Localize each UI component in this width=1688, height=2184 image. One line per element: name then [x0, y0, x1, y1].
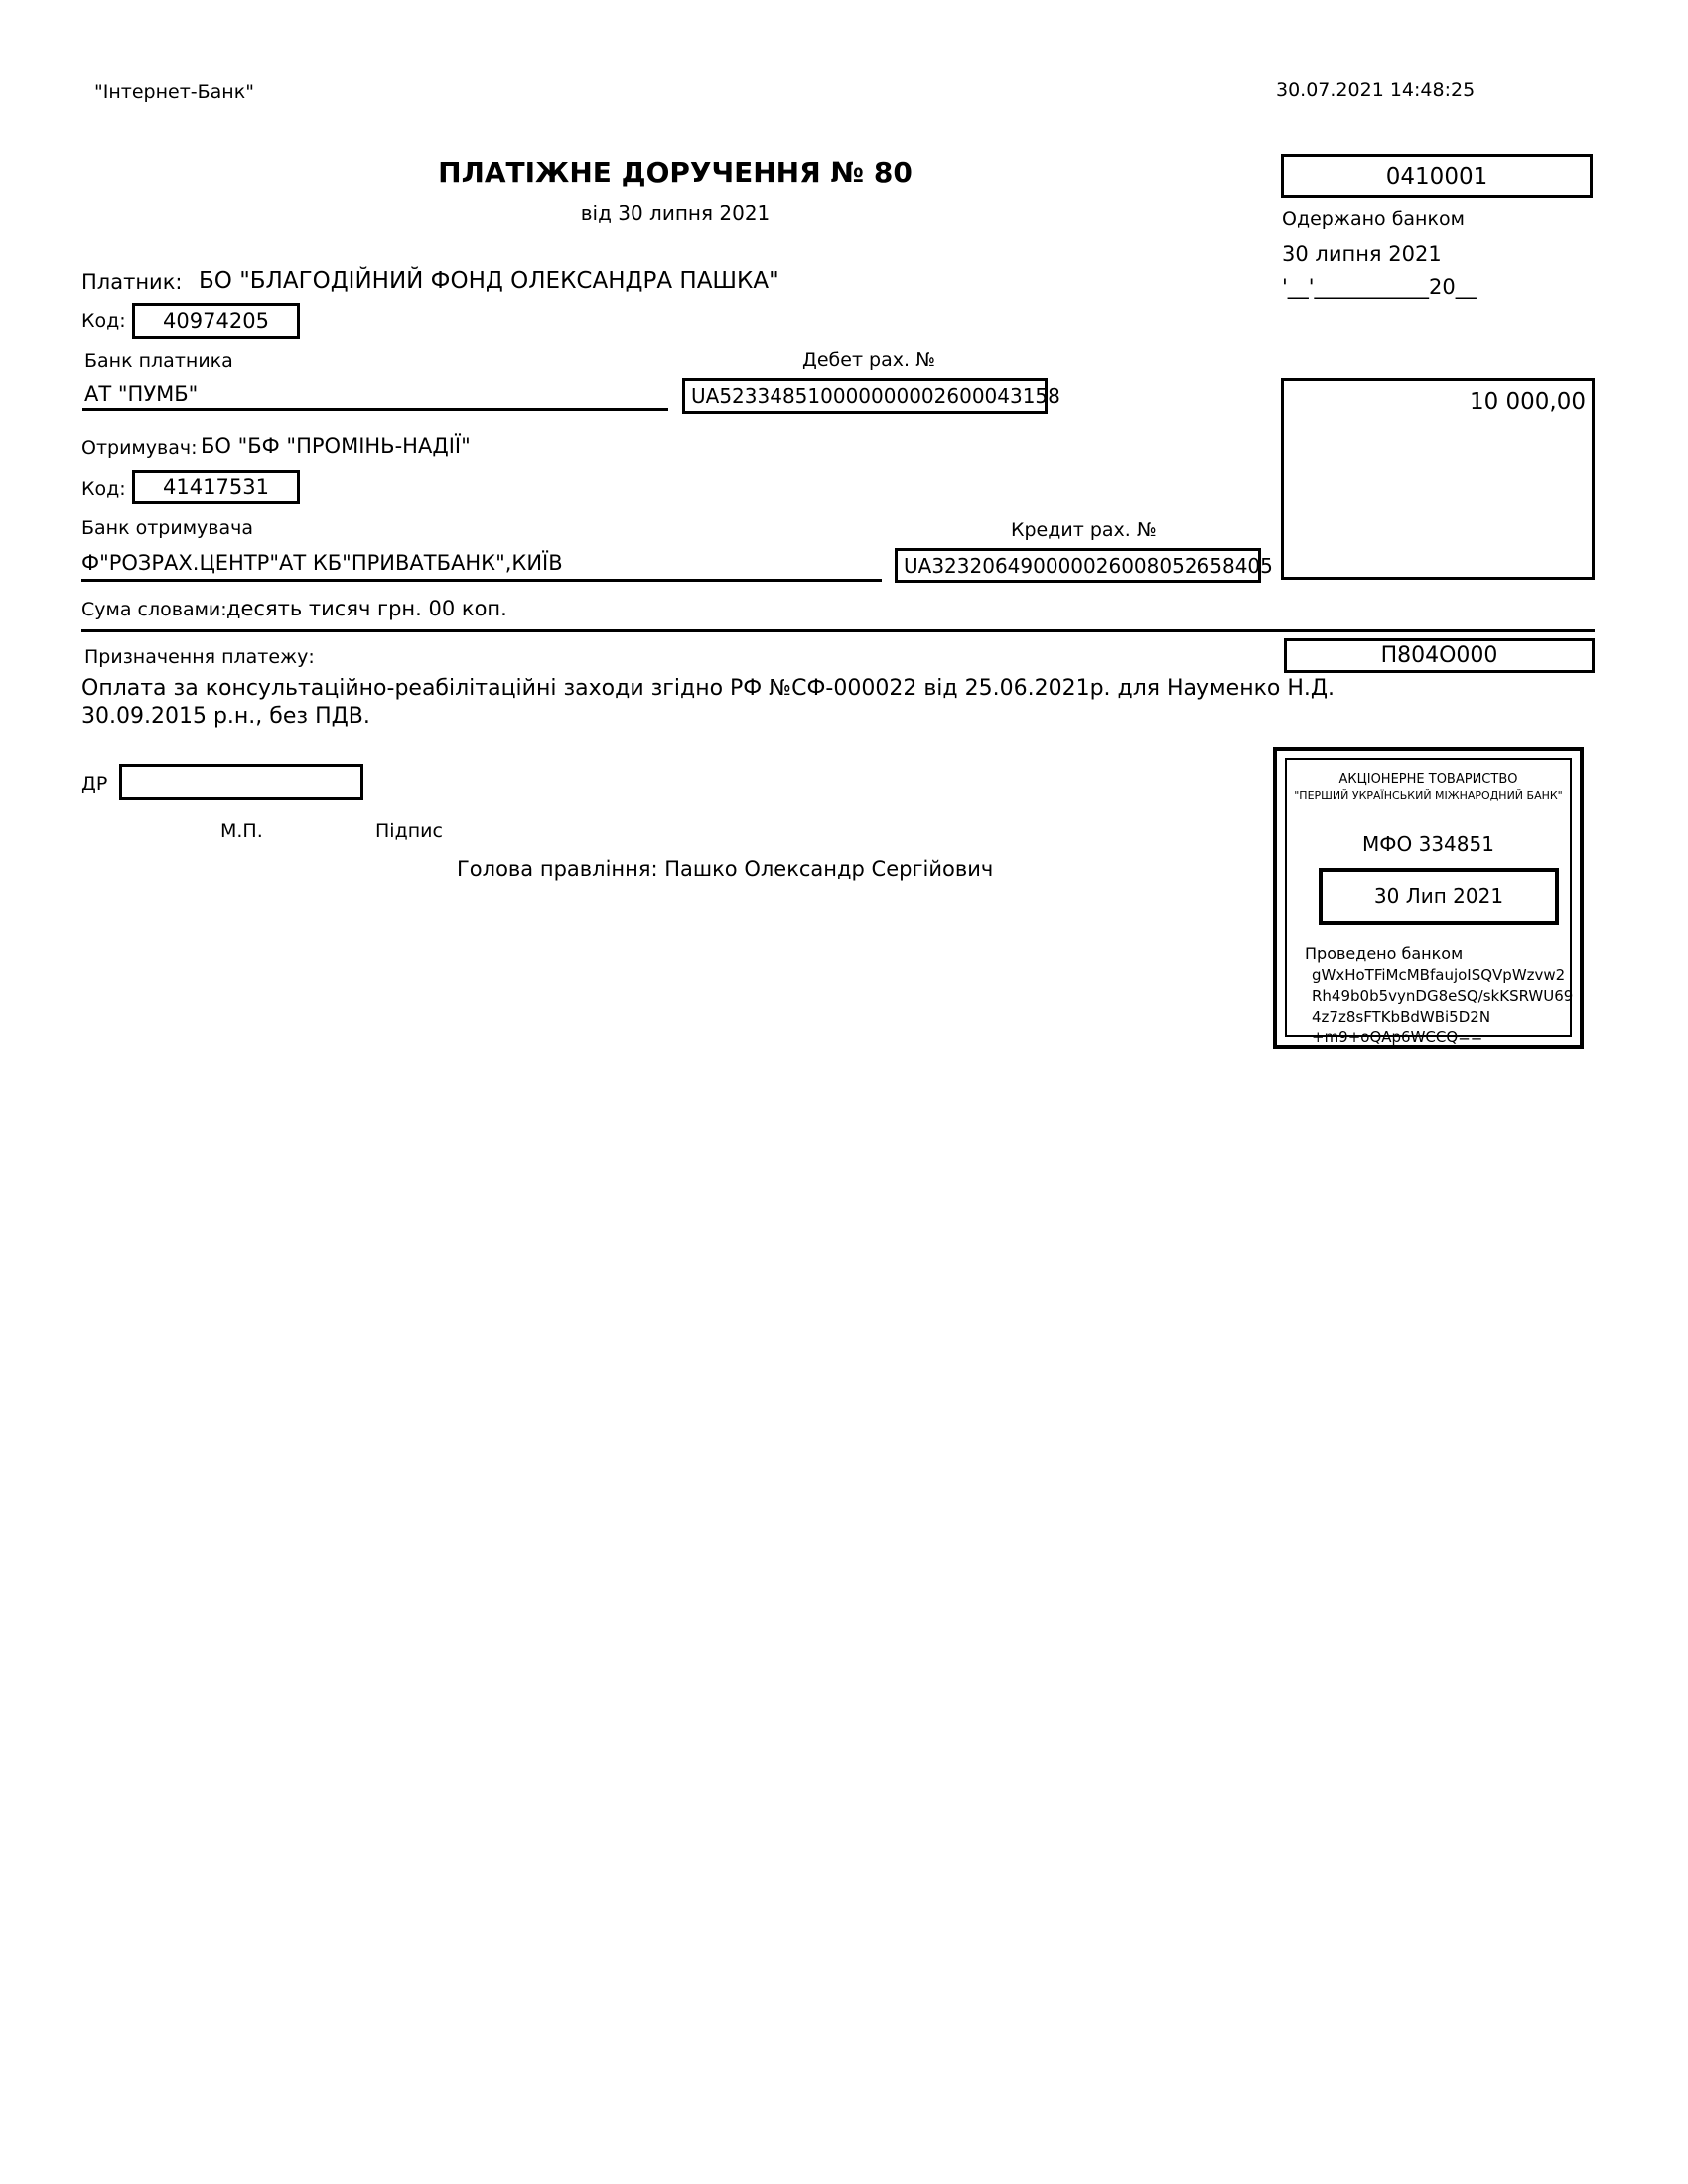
bank-stamp-inner-border: [1285, 758, 1574, 1046]
received-by-bank-label: Одержано банком: [1282, 208, 1465, 230]
debit-account-box: [682, 378, 1060, 414]
credit-account: UA323206490000026008052658405: [904, 554, 1273, 578]
amount-words: десять тисяч грн. 00 коп.: [226, 597, 507, 620]
payer-name: БО "БЛАГОДІЙНИЙ ФОНД ОЛЕКСАНДРА ПАШКА": [199, 268, 779, 294]
stamp-org-line-1: АКЦІОНЕРНЕ ТОВАРИСТВО: [1338, 772, 1518, 787]
stamp-processed-label: Проведено банком: [1305, 944, 1464, 963]
reference-code: П804О000: [1380, 643, 1498, 668]
purpose-line-2: 30.09.2015 р.н., без ПДВ.: [81, 704, 370, 729]
blank-date-line: '__'___________20__: [1282, 275, 1477, 299]
bank-system-name: "Інтернет-Банк": [94, 81, 254, 103]
signer-name: Голова правління: Пашко Олександр Сергійович: [457, 857, 994, 881]
recipient-bank: Ф"РОЗРАХ.ЦЕНТР"АТ КБ"ПРИВАТБАНК",КИЇВ: [81, 551, 563, 575]
stamp-place-label: М.П.: [220, 820, 263, 842]
recipient-name: БО "БФ "ПРОМІНЬ-НАДІЇ": [201, 434, 471, 458]
document-title: ПЛАТІЖНЕ ДОРУЧЕННЯ № 80: [438, 156, 913, 189]
stamp-mfo: МФО 334851: [1362, 832, 1494, 856]
debit-account: UA523348510000000002600043158: [691, 384, 1060, 408]
payer-code-box: [132, 303, 300, 339]
document-date: від 30 липня 2021: [580, 202, 771, 225]
recipient-bank-underline: [81, 579, 882, 582]
reference-code-box: [1284, 638, 1595, 673]
credit-account-label: Кредит рах. №: [1011, 519, 1157, 541]
purpose-label: Призначення платежу:: [84, 646, 315, 668]
recipient-code-box: [132, 470, 300, 504]
section-divider: [81, 629, 1595, 632]
stamp-signature-line-3: 4z7z8sFTKbBdWBi5D2N: [1312, 1008, 1491, 1025]
recipient-code: 41417531: [163, 476, 269, 499]
form-code-box: [1281, 154, 1593, 198]
signature-label: Підпис: [375, 820, 443, 842]
stamp-signature-line-2: Rh49b0b5vynDG8eSQ/skKSRWU69: [1312, 987, 1574, 1005]
recipient-code-label: Код:: [81, 478, 126, 500]
amount-words-label: Сума словами:: [81, 599, 227, 620]
debit-account-label: Дебет рах. №: [802, 349, 935, 371]
recipient-bank-label: Банк отримувача: [81, 517, 254, 539]
amount-box: [1281, 378, 1595, 580]
received-date: 30 липня 2021: [1282, 242, 1442, 266]
stamp-signature-line-1: gWxHoTFiMcMBfaujoISQVpWzvw2: [1312, 966, 1566, 984]
form-code: 0410001: [1385, 164, 1488, 190]
print-timestamp: 30.07.2021 14:48:25: [1276, 79, 1476, 101]
payer-bank-label: Банк платника: [84, 350, 233, 372]
payer-label: Платник:: [81, 270, 183, 294]
dr-field-box: [119, 764, 363, 800]
payer-code-label: Код:: [81, 310, 126, 332]
credit-account-box: [895, 548, 1273, 583]
stamp-org-line-2: "ПЕРШИЙ УКРАЇНСЬКИЙ МІЖНАРОДНИЙ БАНК": [1294, 789, 1563, 802]
payer-bank: АТ "ПУМБ": [84, 382, 199, 406]
dr-label: ДР: [81, 773, 108, 795]
stamp-date-box: [1319, 868, 1559, 925]
bank-stamp: [1273, 747, 1584, 1049]
stamp-signature-line-4: +m9+oQAp6WCCQ==: [1312, 1028, 1483, 1046]
payer-code: 40974205: [163, 309, 269, 333]
stamp-date: 30 Лип 2021: [1373, 885, 1504, 908]
amount: 10 000,00: [1469, 389, 1586, 415]
purpose-line-1: Оплата за консультаційно-реабілітаційні заходи згідно РФ №СФ-000022 від 25.06.2021р. для Науменко Н.Д.: [81, 676, 1336, 701]
payer-bank-underline: [82, 408, 668, 411]
recipient-label: Отримувач:: [81, 437, 198, 459]
